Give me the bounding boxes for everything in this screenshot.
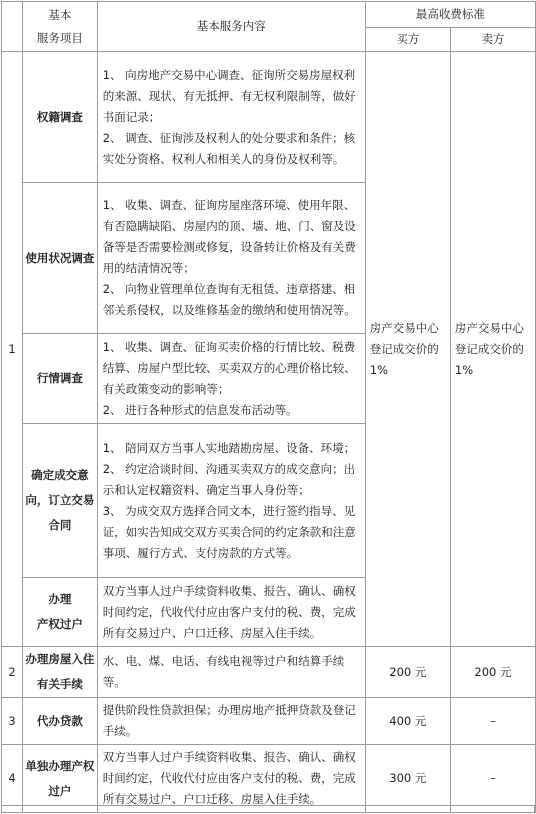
content-para: 1、 收集、调查、征询房屋座落环境、使用年限、有否隐瞒缺陷、房屋内的顶、墙、地、门、窗及设备等是否需要检测或修复，设备转让价格及有关费用的结清情况等； [102,198,356,275]
table-row [2,647,536,698]
row-number: 4 [2,745,23,813]
buyer-fee: 房产交易中心登记成交价的1% [365,52,450,647]
table-continuation-edge [1,805,535,814]
content-para: 2、 向物业管理单位查询有无租赁、违章搭建、相邻关系侵权，以及维修基金的缴纳和使用情况等。 [102,282,356,317]
content-para: 1、 向房地产交易中心调查、征询所交易房屋权利的来源、现状、有无抵押、有无权利限制等，做好书面记录； [102,67,356,124]
row-number: 2 [2,647,23,698]
service-content [97,52,365,183]
buyer-fee: 300 元 [365,745,450,813]
content-para: 2、 约定洽谈时间、沟通买卖双方的成交意向；出示和认定权籍资料、确定当事人身份等； [102,461,356,497]
content-para: 2、 调查、征询涉及权利人的处分要求和条件；核实处分资格、权利人和相关人的身份及权利等。 [102,130,356,166]
service-item: 代办贷款 [23,698,98,745]
row-number: 1 [2,52,23,647]
header-buyer: 买方 [365,28,450,52]
header-num-cell [2,2,23,52]
service-content [97,334,365,424]
header-seller: 卖方 [450,28,535,52]
content-para: 3、 为成交双方选择合同文本，进行签约指导、见证，如实告知成交双方买卖合同的约定条款和注意事项、履行方式、支付房款的方式等。 [102,503,356,560]
header-item: 基本 服务项目 [23,2,98,52]
seller-fee: 200 元 [450,647,535,698]
row-number: 3 [2,698,23,745]
service-item: 单独办理产权过户 [23,745,98,813]
buyer-fee: 200 元 [365,647,450,698]
seller-fee: – [450,745,535,813]
service-item: 办理 产权过户 [23,578,98,647]
content-para: 双方当事人过户手续资料收集、报告、确认、确权时间约定，代收代付应由客户支付的税、费，完成所有交易过户、户口迁移、房屋入住手续。 [102,583,356,640]
header-row [2,2,536,28]
service-content [97,183,365,334]
fee-schedule-table [1,1,536,813]
content-para: 1、 陪同双方当事人实地踏勘房屋、设备、环境； [102,440,356,455]
content-para: 2、 进行各种形式的信息发布活动等。 [102,402,298,417]
table-row [2,745,536,813]
seller-fee: 房产交易中心登记成交价的 1% [450,52,535,647]
service-content: 水、电、煤、电话、有线电视等过户和结算手续等。 [97,647,365,698]
service-content: 提供阶段性贷款担保；办理房地产抵押贷款及登记手续。 [97,698,365,745]
service-item: 行情调查 [23,334,98,424]
seller-fee: – [450,698,535,745]
service-item: 办理房屋入住有关手续 [23,647,98,698]
service-content: 双方当事人过户手续资料收集、报告、确认、确权时间约定，代收代付应由客户支付的税、费，完成所有交易过户、户口迁移、房屋入住手续。 [97,745,365,813]
content-para: 1、 收集、调查、征询买卖价格的行情比较、税费结算、房屋户型比较、买卖双方的心理价格比较、有关政策变动的影响等； [102,339,356,396]
service-content [97,578,365,647]
table-row [2,52,536,183]
service-item: 确定成交意向，订立交易合同 [23,424,98,578]
service-content [97,424,365,578]
header-fee: 最高收费标准 [365,2,535,28]
table-row [2,698,536,745]
header-content: 基本服务内容 [97,2,365,52]
buyer-fee: 400 元 [365,698,450,745]
service-item: 权籍调查 [23,52,98,183]
service-item: 使用状况调查 [23,183,98,334]
